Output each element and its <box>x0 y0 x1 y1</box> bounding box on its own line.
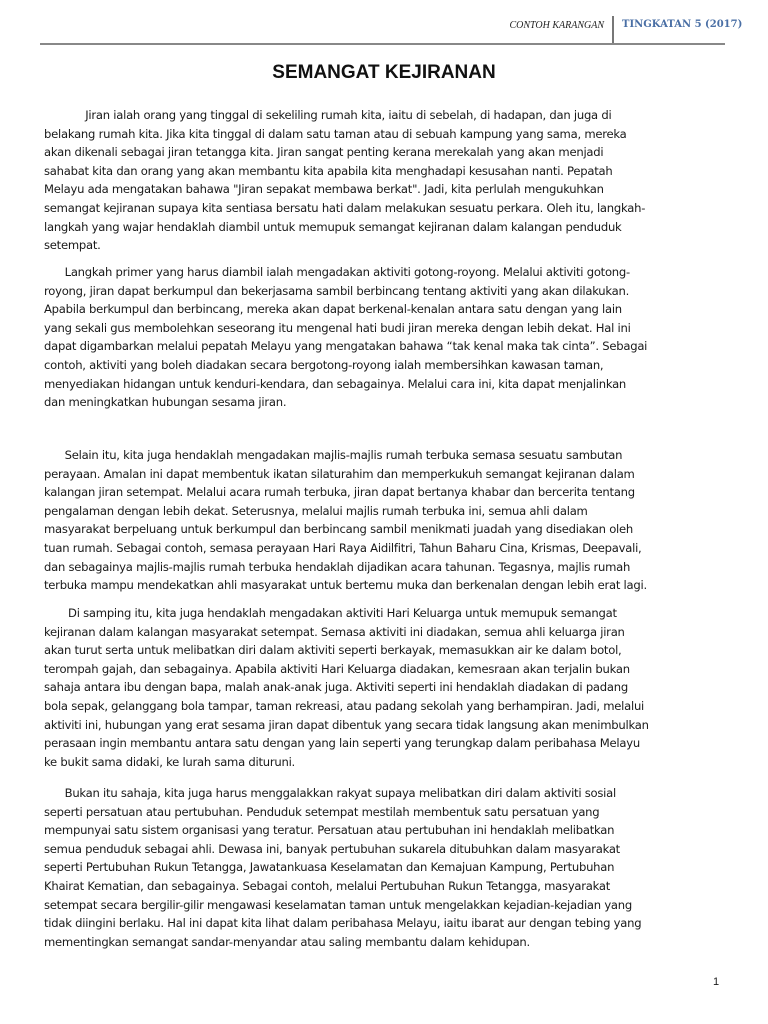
paragraph-line: perayaan. Amalan ini dapat membentuk ikatan silaturahim dan memperkukuh semangat kejiranan dalam <box>44 466 635 481</box>
paragraph-line: yang sekali gus membolehkan seseorang itu mengenal hati budi jiran mereka dengan lebih dekat. Hal ini <box>44 320 631 335</box>
paragraph-line: Bukan itu sahaja, kita juga harus menggalakkan rakyat supaya melibatkan diri dalam aktiviti sosial <box>44 786 616 800</box>
paragraph-line: dan meningkatkan hubungan sesama jiran. <box>44 395 287 410</box>
paragraph-line: seperti persatuan atau pertubuhan. Penduduk setempat mestilah membentuk satu persatuan yang <box>44 804 600 819</box>
paragraph-line: belakang rumah kita. Jika kita tinggal di dalam satu taman atau di sebuah kampung yang sama, mereka <box>44 126 627 141</box>
paragraph-line: langkah yang wajar hendaklah diambil untuk memupuk semangat kejiranan dalam kalangan penduduk <box>44 219 622 234</box>
paragraph-line: Langkah primer yang harus diambil ialah mengadakan aktiviti gotong-royong. Melalui aktiviti gotong- <box>44 265 630 279</box>
paragraph-line: menyediakan hidangan untuk kenduri-kendara, dan sebagainya. Melalui cara ini, kita dapat menjalinkan <box>44 376 627 391</box>
paragraph-line: semangat kejiranan supaya kita sentiasa bersatu hati dalam melakukan sesuatu perkara. Oleh itu, langkah- <box>44 200 646 215</box>
paragraph-line: akan dikenali sebagai jiran tetangga kita. Jiran sangat penting kerana merekalah yang akan menjadi <box>44 145 604 160</box>
header-form-label: TINGKATAN 5 (2017) <box>622 19 743 30</box>
header-divider <box>612 16 614 44</box>
paragraph <box>44 106 734 255</box>
header-section-title: CONTOH KARANGAN <box>509 20 604 31</box>
paragraph-line: dapat digambarkan melalui pepatah Melayu yang mengatakan bahawa “tak kenal maka tak cinta”. Sebagai <box>44 339 648 354</box>
paragraph-line: sahabat kita dan orang yang akan membantu kita apabila kita menghadapi kesusahan nanti. Pepatah <box>44 163 613 178</box>
paragraph-line: setempat. <box>44 238 101 253</box>
paragraph-line: Selain itu, kita juga hendaklah mengadakan majlis-majlis rumah terbuka semasa sesuatu sambutan <box>44 448 623 462</box>
paragraph-line: setempat secara bergilir-gilir mengawasi keselamatan taman untuk mengelakkan kejadian-kejadian yang <box>44 897 632 912</box>
paragraph-line: pengalaman dengan lebih dekat. Seterusnya, melalui majlis rumah terbuka ini, semua ahli dalam <box>44 503 588 518</box>
paragraph-line: sahaja antara ibu dengan bapa, malah anak-anak juga. Aktiviti seperti ini hendaklah diadakan di padang <box>44 680 628 695</box>
paragraph-line: tidak diingini berlaku. Hal ini dapat kita lihat dalam peribahasa Melayu, iaitu ibarat aur dengan tebing yang <box>44 916 642 931</box>
paragraph-line: seperti Pertubuhan Rukun Tetangga, Jawatankuasa Keselamatan dan Kemajuan Kampung, Pertubuhan <box>44 860 615 875</box>
paragraph-line: royong, jiran dapat berkumpul dan bekerjasama sambil berbincang tentang aktiviti yang akan dilakukan. <box>44 283 630 298</box>
paragraph-line: Apabila berkumpul dan berbincang, mereka akan dapat berkenal-kenalan antara satu dengan yang lain <box>44 302 622 317</box>
paragraph-line: kejiranan dalam kalangan masyarakat setempat. Semasa aktiviti ini diadakan, semua ahli keluarga jiran <box>44 624 625 639</box>
paragraph-line: Jiran ialah orang yang tinggal di sekeliling rumah kita, iaitu di sebelah, di hadapan, dan juga di <box>44 108 612 122</box>
paragraph <box>44 446 734 595</box>
paragraph <box>44 604 734 771</box>
paragraph-line: bola sepak, gelanggang bola tampar, taman rekreasi, atau padang sekolah yang berhampiran. Jadi, melalui <box>44 698 645 713</box>
paragraph-line: Melayu ada mengatakan bahawa "Jiran sepakat membawa berkat". Jadi, kita perlulah mengukuhkan <box>44 182 604 197</box>
page-number: 1 <box>713 976 720 988</box>
paragraph-line: kalangan jiran setempat. Melalui acara rumah terbuka, jiran dapat bertanya khabar dan bercerita tentang <box>44 485 635 500</box>
paragraph-line: perasaan ingin membantu antara satu dengan yang lain seperti yang terungkap dalam peribahasa Melayu <box>44 736 640 751</box>
header-rule <box>40 43 725 45</box>
paragraph-line: mempunyai satu sistem organisasi yang teratur. Persatuan atau pertubuhan ini hendaklah melibatkan <box>44 823 615 838</box>
paragraph-line: ke bukit sama didaki, ke lurah sama dituruni. <box>44 754 295 769</box>
paragraph-line: mementingkan semangat sandar-menyandar atau saling membantu dalam kehidupan. <box>44 934 530 949</box>
paragraph-line: contoh, aktiviti yang boleh diadakan secara bergotong-royong ialah membersihkan kawasan taman, <box>44 357 604 372</box>
paragraph-line: akan turut serta untuk melibatkan diri dalam aktiviti seperti berkayak, memasukkan air ke dalam botol, <box>44 643 622 658</box>
paragraph-line: Di samping itu, kita juga hendaklah mengadakan aktiviti Hari Keluarga untuk memupuk semangat <box>44 606 617 620</box>
paragraph-line: semua penduduk sebagai ahli. Dewasa ini, banyak pertubuhan sukarela ditubuhkan dalam masyarakat <box>44 841 620 856</box>
paragraph-line: aktiviti ini, hubungan yang erat sesama jiran dapat dibentuk yang secara tidak langsung akan menimbulkan <box>44 717 649 732</box>
paragraph <box>44 263 734 412</box>
paragraph-line: masyarakat berpeluang untuk berkumpul dan berbincang sambil menikmati juadah yang disediakan oleh <box>44 522 634 537</box>
document-title: SEMANGAT KEJIRANAN <box>272 62 496 83</box>
paragraph-line: terompah gajah, dan sebagainya. Apabila aktiviti Hari Keluarga diadakan, kemesraan akan terjalin bukan <box>44 661 630 676</box>
paragraph-line: Khairat Kematian, dan sebagainya. Sebagai contoh, melalui Pertubuhan Rukun Tetangga, masyarakat <box>44 878 611 893</box>
paragraph-line: dan sebagainya majlis-majlis rumah terbuka hendaklah dijadikan acara tahunan. Tegasnya, majlis rumah <box>44 559 631 574</box>
paragraph <box>44 784 734 951</box>
paragraph-line: tuan rumah. Sebagai contoh, semasa perayaan Hari Raya Aidilfitri, Tahun Baharu Cina, Krismas, Deepavali, <box>44 540 642 555</box>
paragraph-line: terbuka mampu mendekatkan ahli masyarakat untuk bertemu muka dan berkenalan dengan lebih erat lagi. <box>44 578 647 593</box>
